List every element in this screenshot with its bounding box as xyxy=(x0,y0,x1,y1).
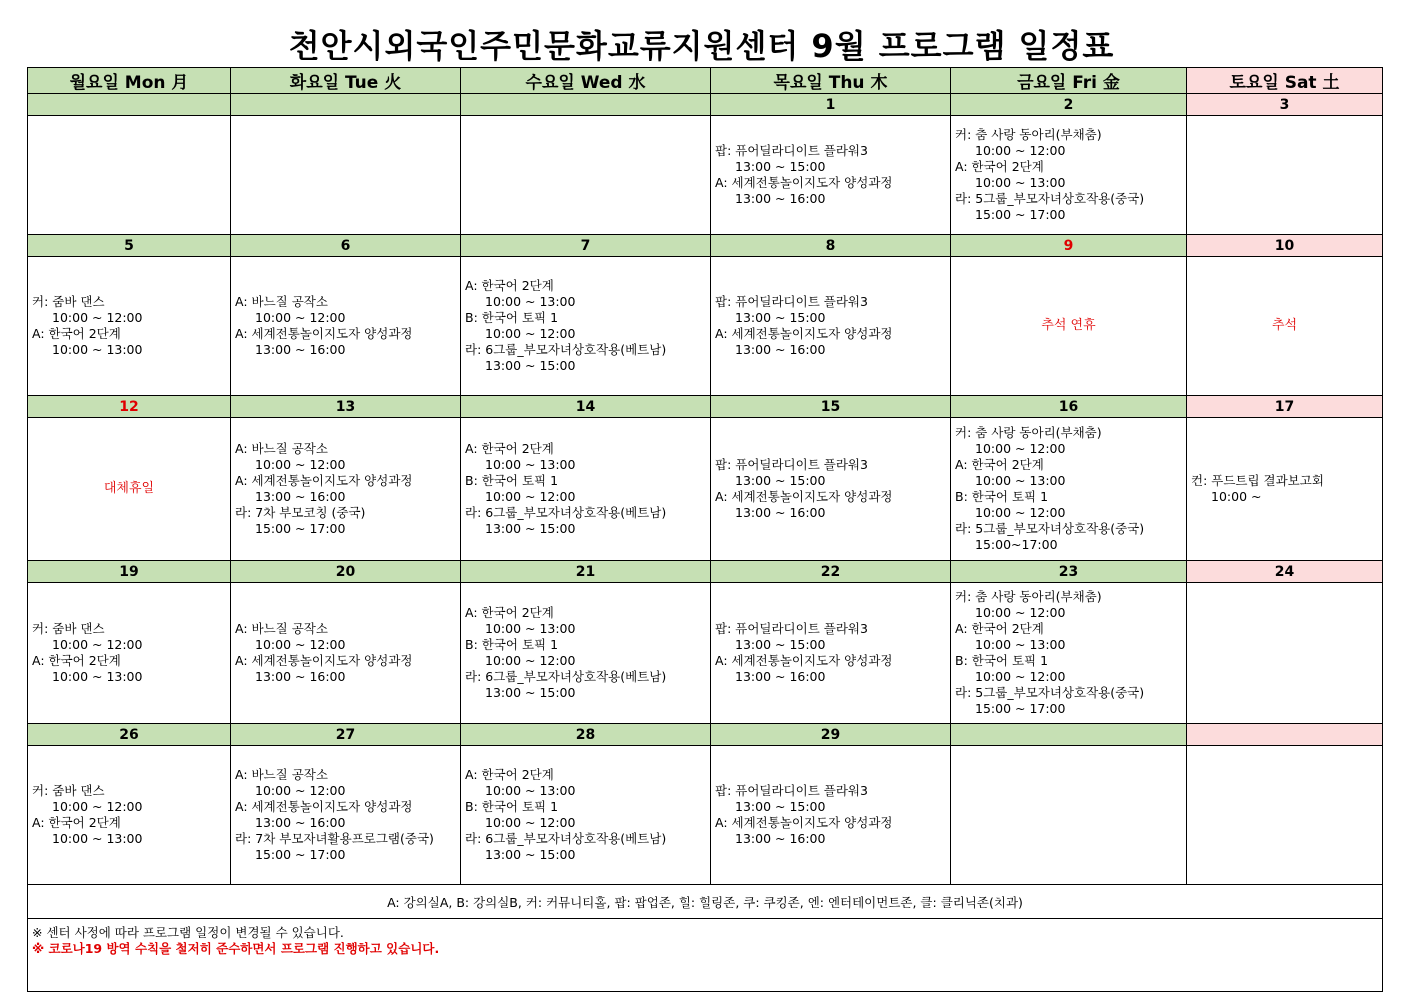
day-cell xyxy=(1187,257,1383,396)
program-time: 13:00 ~ 16:00 xyxy=(735,191,826,206)
program-name: A: 세계전통놀이지도자 양성과정 xyxy=(235,473,413,488)
program-event xyxy=(715,143,946,175)
program-time: 15:00 ~ 17:00 xyxy=(975,207,1066,222)
day-cell xyxy=(711,583,951,724)
program-name: A: 한국어 2단계 xyxy=(955,621,1044,636)
program-time: 10:00 ~ 12:00 xyxy=(975,605,1066,620)
room-legend: A: 강의실A, B: 강의실B, 커: 커뮤니티홀, 팝: 팝업존, 힐: 힐링존, 쿠: 쿠킹존, 엔: 엔터테이먼트존, 클: 클리닉존(치과) xyxy=(28,885,1383,919)
program-event xyxy=(715,783,946,815)
day-cell xyxy=(951,746,1187,885)
program-event xyxy=(32,326,226,358)
program-name: 라: 7차 부모코칭 (중국) xyxy=(235,505,366,520)
program-event xyxy=(235,621,456,653)
program-event xyxy=(715,294,946,326)
day-cell xyxy=(1187,746,1383,885)
program-name: A: 세계전통놀이지도자 양성과정 xyxy=(715,326,893,341)
program-name: A: 세계전통놀이지도자 양성과정 xyxy=(235,653,413,668)
program-time: 10:00 ~ 12:00 xyxy=(485,489,576,504)
day-number: 28 xyxy=(461,724,711,746)
program-event xyxy=(715,489,946,521)
program-time: 10:00 ~ 13:00 xyxy=(52,831,143,846)
page-title: 천안시외국인주민문화교류지원센터 9월 프로그램 일정표 xyxy=(288,27,1115,65)
day-cell xyxy=(461,746,711,885)
program-time: 10:00 ~ 12:00 xyxy=(485,326,576,341)
program-name: A: 바느질 공작소 xyxy=(235,767,328,782)
program-event xyxy=(465,278,706,310)
day-cell xyxy=(231,257,461,396)
program-name: 커: 춤 사랑 동아리(부채춤) xyxy=(955,425,1102,440)
day-cell xyxy=(951,418,1187,561)
day-cell xyxy=(231,418,461,561)
weekday-header-tue: 화요일 Tue 火 xyxy=(231,68,461,94)
program-event xyxy=(235,294,456,326)
day-cell xyxy=(951,116,1187,235)
day-number: 1 xyxy=(711,94,951,116)
day-number: 7 xyxy=(461,235,711,257)
day-cell xyxy=(231,116,461,235)
program-time: 13:00 ~ 16:00 xyxy=(735,669,826,684)
program-event xyxy=(955,589,1182,621)
program-event xyxy=(715,621,946,653)
program-time: 13:00 ~ 15:00 xyxy=(485,521,576,536)
program-name: B: 한국어 토픽 1 xyxy=(465,473,559,488)
day-cell xyxy=(28,418,231,561)
day-number xyxy=(951,724,1187,746)
notes-row xyxy=(28,919,1383,992)
program-time: 10:00 ~ 12:00 xyxy=(255,457,346,472)
program-event xyxy=(465,342,706,374)
day-content-row xyxy=(28,583,1383,724)
weekday-header-sat: 토요일 Sat 土 xyxy=(1187,68,1383,94)
day-number: 27 xyxy=(231,724,461,746)
program-name: 팝: 퓨어딜라디이트 플라워3 xyxy=(715,143,868,158)
program-name: A: 한국어 2단계 xyxy=(32,815,121,830)
program-name: 커: 춤 사랑 동아리(부채춤) xyxy=(955,589,1102,604)
day-number: 19 xyxy=(28,561,231,583)
weekday-header-wed: 수요일 Wed 水 xyxy=(461,68,711,94)
day-cell xyxy=(461,116,711,235)
day-number: 5 xyxy=(28,235,231,257)
program-name: A: 한국어 2단계 xyxy=(32,653,121,668)
program-time: 15:00 ~ 17:00 xyxy=(255,847,346,862)
day-cell xyxy=(1187,583,1383,724)
program-time: 13:00 ~ 16:00 xyxy=(255,489,346,504)
day-cell xyxy=(951,257,1187,396)
program-event xyxy=(955,159,1182,191)
program-time: 10:00 ~ 12:00 xyxy=(52,799,143,814)
day-number: 22 xyxy=(711,561,951,583)
program-event xyxy=(715,326,946,358)
program-event xyxy=(955,653,1182,685)
day-number: 8 xyxy=(711,235,951,257)
weekday-header-mon: 월요일 Mon 月 xyxy=(28,68,231,94)
holiday-label: 추석 연휴 xyxy=(1041,318,1096,333)
program-time: 10:00 ~ 13:00 xyxy=(485,294,576,309)
program-name: 커: 줌바 댄스 xyxy=(32,621,105,636)
program-event xyxy=(955,621,1182,653)
program-time: 10:00 ~ 13:00 xyxy=(52,342,143,357)
day-number: 2 xyxy=(951,94,1187,116)
program-event xyxy=(715,653,946,685)
program-name: 라: 5그룹_부모자녀상호작용(중국) xyxy=(955,685,1145,700)
day-cell xyxy=(28,583,231,724)
program-time: 10:00 ~ 12:00 xyxy=(52,637,143,652)
program-name: 라: 6그룹_부모자녀상호작용(베트남) xyxy=(465,831,667,846)
program-time: 13:00 ~ 15:00 xyxy=(735,310,826,325)
day-number xyxy=(461,94,711,116)
day-number xyxy=(1187,724,1383,746)
program-event xyxy=(235,831,456,863)
day-content-row xyxy=(28,746,1383,885)
program-time: 10:00 ~ 12:00 xyxy=(975,143,1066,158)
day-content-row xyxy=(28,116,1383,235)
program-time: 10:00 ~ 13:00 xyxy=(485,621,576,636)
day-cell xyxy=(711,418,951,561)
program-name: 커: 줌바 댄스 xyxy=(32,783,105,798)
program-time: 13:00 ~ 16:00 xyxy=(735,505,826,520)
program-time: 13:00 ~ 15:00 xyxy=(485,847,576,862)
program-name: 커: 줌바 댄스 xyxy=(32,294,105,309)
program-time: 10:00 ~ 12:00 xyxy=(975,441,1066,456)
program-event xyxy=(715,815,946,847)
day-cell xyxy=(28,746,231,885)
program-name: 라: 6그룹_부모자녀상호작용(베트남) xyxy=(465,342,667,357)
day-number xyxy=(231,94,461,116)
program-time: 10:00 ~ 12:00 xyxy=(485,653,576,668)
program-time: 13:00 ~ 15:00 xyxy=(735,799,826,814)
program-event xyxy=(465,473,706,505)
program-time: 13:00 ~ 15:00 xyxy=(735,637,826,652)
program-time: 15:00 ~ 17:00 xyxy=(975,701,1066,716)
program-name: 라: 5그룹_부모자녀상호작용(중국) xyxy=(955,191,1145,206)
program-name: A: 세계전통놀이지도자 양성과정 xyxy=(715,653,893,668)
program-name: A: 세계전통놀이지도자 양성과정 xyxy=(715,489,893,504)
program-name: A: 바느질 공작소 xyxy=(235,621,328,636)
program-event xyxy=(235,767,456,799)
day-cell xyxy=(711,257,951,396)
program-name: A: 세계전통놀이지도자 양성과정 xyxy=(715,815,893,830)
program-name: B: 한국어 토픽 1 xyxy=(465,310,559,325)
day-cell xyxy=(461,418,711,561)
program-time: 10:00 ~ 12:00 xyxy=(255,310,346,325)
program-name: A: 한국어 2단계 xyxy=(465,441,554,456)
day-number: 26 xyxy=(28,724,231,746)
day-number: 3 xyxy=(1187,94,1383,116)
program-time: 10:00 ~ 13:00 xyxy=(975,637,1066,652)
day-content-row xyxy=(28,257,1383,396)
program-time: 13:00 ~ 16:00 xyxy=(255,342,346,357)
note-covid: ※ 코로나19 방역 수칙을 철저히 준수하면서 프로그램 진행하고 있습니다. xyxy=(32,941,440,956)
program-name: A: 한국어 2단계 xyxy=(955,457,1044,472)
program-event xyxy=(465,505,706,537)
program-name: A: 바느질 공작소 xyxy=(235,294,328,309)
program-event xyxy=(235,799,456,831)
program-time: 10:00 ~ 12:00 xyxy=(255,783,346,798)
day-cell xyxy=(1187,418,1383,561)
program-name: 커: 춤 사랑 동아리(부채춤) xyxy=(955,127,1102,142)
day-content-row xyxy=(28,418,1383,561)
program-event xyxy=(465,799,706,831)
day-number: 13 xyxy=(231,396,461,418)
program-name: B: 한국어 토픽 1 xyxy=(465,637,559,652)
weekday-header-row xyxy=(28,68,1383,94)
program-time: 13:00 ~ 16:00 xyxy=(735,342,826,357)
program-event xyxy=(715,457,946,489)
program-time: 15:00~17:00 xyxy=(975,537,1058,552)
program-time: 10:00 ~ 13:00 xyxy=(975,175,1066,190)
day-cell xyxy=(711,746,951,885)
program-name: 라: 6그룹_부모자녀상호작용(베트남) xyxy=(465,669,667,684)
program-time: 10:00 ~ 12:00 xyxy=(255,637,346,652)
day-number: 14 xyxy=(461,396,711,418)
program-name: 팝: 퓨어딜라디이트 플라워3 xyxy=(715,783,868,798)
program-event xyxy=(465,669,706,701)
day-cell xyxy=(231,583,461,724)
program-event xyxy=(465,605,706,637)
program-event xyxy=(235,473,456,505)
program-event xyxy=(955,489,1182,521)
program-event xyxy=(955,457,1182,489)
program-time: 10:00 ~ 13:00 xyxy=(52,669,143,684)
program-event xyxy=(32,653,226,685)
program-name: A: 한국어 2단계 xyxy=(465,605,554,620)
day-cell xyxy=(711,116,951,235)
schedule-table xyxy=(27,67,1383,992)
program-name: 팝: 퓨어딜라디이트 플라워3 xyxy=(715,294,868,309)
note-schedule-change: ※ 센터 사정에 따라 프로그램 일정이 변경될 수 있습니다. xyxy=(32,925,344,940)
program-time: 13:00 ~ 15:00 xyxy=(735,473,826,488)
program-name: 팝: 퓨어딜라디이트 플라워3 xyxy=(715,457,868,472)
program-time: 10:00 ~ 13:00 xyxy=(485,457,576,472)
program-time: 10:00 ~ 12:00 xyxy=(52,310,143,325)
program-name: A: 세계전통놀이지도자 양성과정 xyxy=(235,326,413,341)
day-number: 15 xyxy=(711,396,951,418)
program-event xyxy=(955,425,1182,457)
day-number-row xyxy=(28,724,1383,746)
program-name: 팝: 퓨어딜라디이트 플라워3 xyxy=(715,621,868,636)
program-event xyxy=(1191,473,1378,505)
holiday-label: 추석 xyxy=(1271,318,1298,333)
program-time: 10:00 ~ 13:00 xyxy=(485,783,576,798)
program-event xyxy=(955,521,1182,553)
program-event xyxy=(235,326,456,358)
day-number: 6 xyxy=(231,235,461,257)
program-name: A: 한국어 2단계 xyxy=(465,278,554,293)
program-name: A: 세계전통놀이지도자 양성과정 xyxy=(235,799,413,814)
day-number: 29 xyxy=(711,724,951,746)
day-cell xyxy=(951,583,1187,724)
day-number-row xyxy=(28,396,1383,418)
day-number: 24 xyxy=(1187,561,1383,583)
program-time: 10:00 ~ 12:00 xyxy=(975,505,1066,520)
program-event xyxy=(465,767,706,799)
program-name: A: 한국어 2단계 xyxy=(465,767,554,782)
program-name: B: 한국어 토픽 1 xyxy=(465,799,559,814)
program-time: 13:00 ~ 16:00 xyxy=(255,815,346,830)
program-name: A: 바느질 공작소 xyxy=(235,441,328,456)
program-event xyxy=(235,653,456,685)
program-event xyxy=(955,127,1182,159)
program-event xyxy=(465,441,706,473)
program-event xyxy=(465,831,706,863)
program-name: 라: 7차 부모자녀활용프로그램(중국) xyxy=(235,831,434,846)
program-name: B: 한국어 토픽 1 xyxy=(955,489,1049,504)
program-event xyxy=(465,310,706,342)
program-event xyxy=(32,815,226,847)
day-number: 9 xyxy=(951,235,1187,257)
program-name: 라: 5그룹_부모자녀상호작용(중국) xyxy=(955,521,1145,536)
day-number: 16 xyxy=(951,396,1187,418)
day-number xyxy=(28,94,231,116)
program-event xyxy=(32,621,226,653)
program-name: A: 한국어 2단계 xyxy=(32,326,121,341)
program-time: 13:00 ~ 15:00 xyxy=(485,358,576,373)
day-number: 23 xyxy=(951,561,1187,583)
weekday-header-fri: 금요일 Fri 金 xyxy=(951,68,1187,94)
day-cell xyxy=(231,746,461,885)
day-number: 12 xyxy=(28,396,231,418)
program-event xyxy=(955,685,1182,717)
notes-cell xyxy=(28,919,1383,992)
program-time: 13:00 ~ 16:00 xyxy=(735,831,826,846)
program-time: 10:00 ~ 13:00 xyxy=(975,473,1066,488)
program-event xyxy=(715,175,946,207)
program-event xyxy=(32,294,226,326)
program-event xyxy=(465,637,706,669)
day-cell xyxy=(28,116,231,235)
day-number: 17 xyxy=(1187,396,1383,418)
program-name: A: 세계전통놀이지도자 양성과정 xyxy=(715,175,893,190)
program-time: 13:00 ~ 15:00 xyxy=(485,685,576,700)
day-cell xyxy=(1187,116,1383,235)
program-event xyxy=(235,505,456,537)
program-time: 10:00 ~ xyxy=(1211,489,1262,504)
program-event xyxy=(235,441,456,473)
program-time: 10:00 ~ 12:00 xyxy=(975,669,1066,684)
program-time: 13:00 ~ 16:00 xyxy=(255,669,346,684)
day-cell xyxy=(28,257,231,396)
day-number: 10 xyxy=(1187,235,1383,257)
program-time: 13:00 ~ 15:00 xyxy=(735,159,826,174)
program-event xyxy=(32,783,226,815)
day-number: 20 xyxy=(231,561,461,583)
program-time: 10:00 ~ 12:00 xyxy=(485,815,576,830)
program-time: 15:00 ~ 17:00 xyxy=(255,521,346,536)
day-number: 21 xyxy=(461,561,711,583)
program-name: 컨: 푸드트립 결과보고회 xyxy=(1191,473,1324,488)
day-number-row xyxy=(28,235,1383,257)
holiday-label: 대체휴일 xyxy=(103,481,155,496)
program-name: B: 한국어 토픽 1 xyxy=(955,653,1049,668)
day-number-row xyxy=(28,561,1383,583)
program-event xyxy=(955,191,1182,223)
program-name: A: 한국어 2단계 xyxy=(955,159,1044,174)
program-name: 라: 6그룹_부모자녀상호작용(베트남) xyxy=(465,505,667,520)
weekday-header-thu: 목요일 Thu 木 xyxy=(711,68,951,94)
day-number-row xyxy=(28,94,1383,116)
legend-row xyxy=(28,885,1383,919)
day-cell xyxy=(461,257,711,396)
day-cell xyxy=(461,583,711,724)
